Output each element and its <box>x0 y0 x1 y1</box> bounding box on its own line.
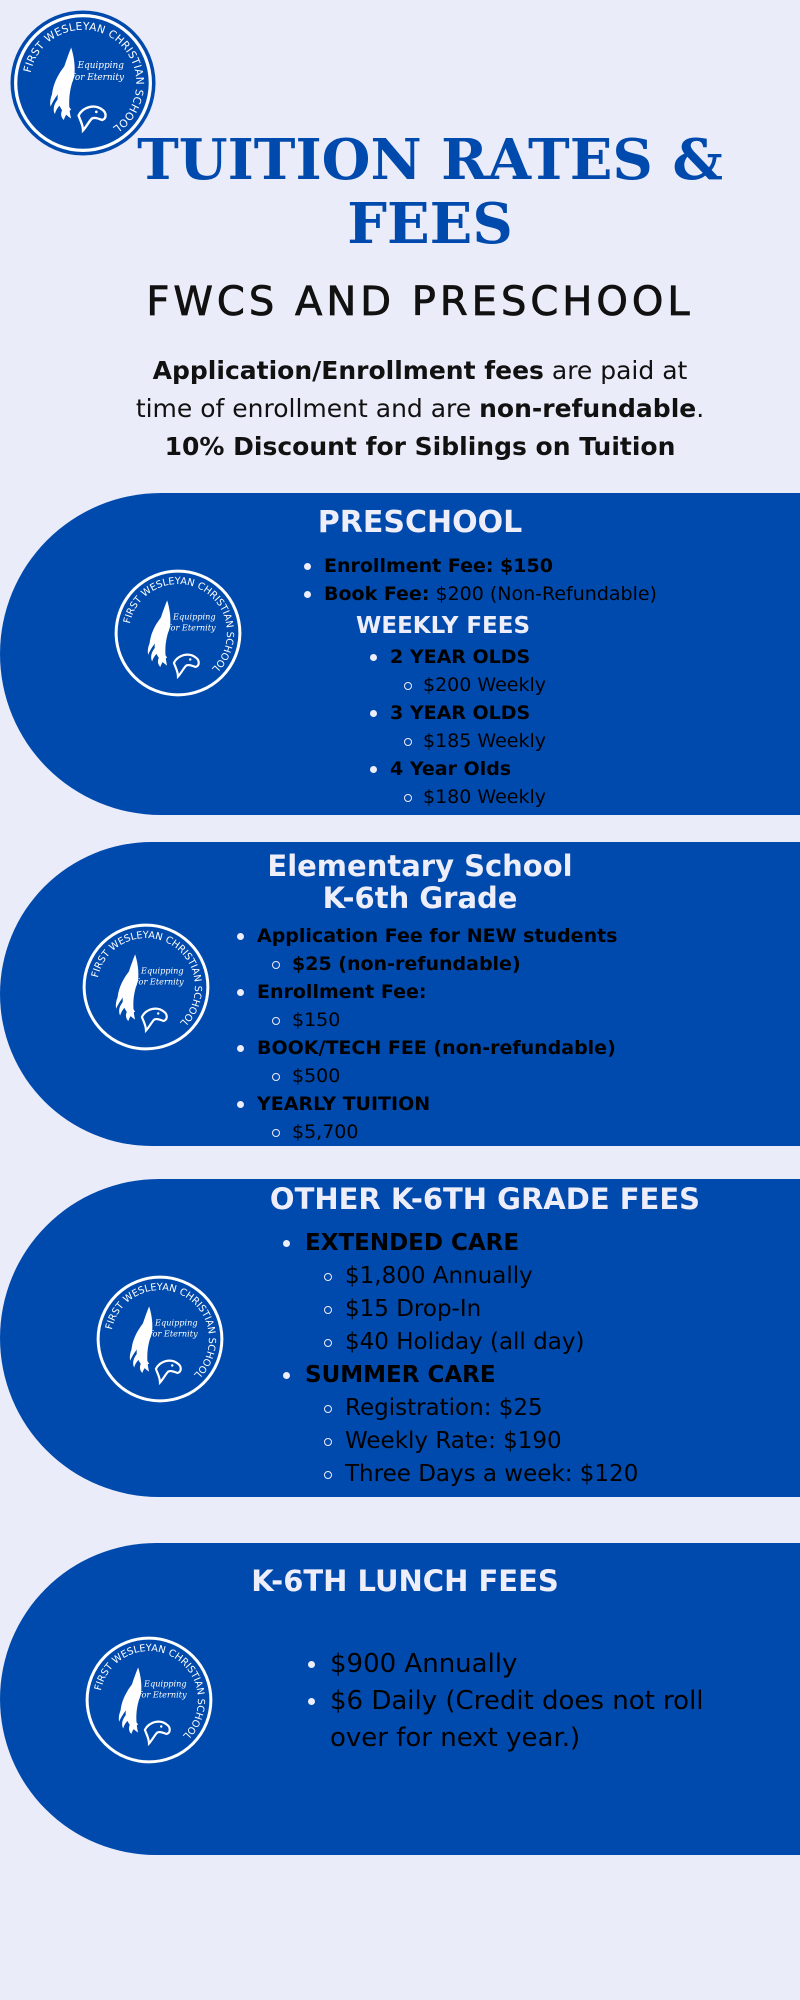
heading-line-2: K-6th Grade <box>322 881 518 915</box>
other-fees-panel <box>0 1179 800 1497</box>
group-label: SUMMER CARE <box>305 1359 638 1392</box>
lunch-fee-list <box>330 1646 730 1757</box>
section-heading: OTHER K-6TH GRADE FEES <box>269 1182 701 1216</box>
fee-label: YEARLY TUITION <box>257 1090 617 1118</box>
preschool-panel <box>0 493 800 815</box>
logo-tagline-1: Equipping <box>141 965 184 976</box>
fee-value: $5,700 <box>292 1118 617 1146</box>
fee-value: $150 <box>292 1006 617 1034</box>
logo-ring-text: FIRST WESLEYAN CHRISTIAN SCHOOL <box>122 576 236 675</box>
page-title <box>110 128 750 256</box>
intro-text: . <box>696 394 705 423</box>
title-line-1: TUITION RATES & <box>137 127 723 193</box>
fee-label: Enrollment Fee: <box>257 978 617 1006</box>
weekly-fees-heading: WEEKLY FEES <box>356 613 531 639</box>
book-fee-value: $200 (Non-Refundable) <box>429 583 657 605</box>
elementary-panel <box>0 842 800 1146</box>
lunch-fees-panel <box>0 1543 800 1855</box>
group-label: EXTENDED CARE <box>305 1227 638 1260</box>
group-value: $15 Drop-In <box>345 1293 638 1326</box>
logo-tagline-2: for Eternity <box>135 976 184 987</box>
logo-ring-text: FIRST WESLEYAN CHRISTIAN SCHOOL <box>20 19 147 136</box>
section-heading: PRESCHOOL <box>317 505 523 540</box>
book-fee <box>324 580 657 608</box>
logo-ring-text: FIRST WESLEYAN CHRISTIAN SCHOOL <box>93 1643 207 1742</box>
group-value: Weekly Rate: $190 <box>345 1425 638 1458</box>
logo-tagline-1: Equipping <box>173 611 216 622</box>
group-value: Three Days a week: $120 <box>345 1458 638 1491</box>
intro-bold-fees: Application/Enrollment fees <box>152 356 544 385</box>
group-value: Registration: $25 <box>345 1392 638 1425</box>
book-fee-label: Book Fee: <box>324 583 430 605</box>
elementary-fee-list <box>257 922 617 1146</box>
fee-value: $500 <box>292 1062 617 1090</box>
lunch-fee: $900 Annually <box>330 1646 730 1683</box>
age-group-rate: $180 Weekly <box>423 783 546 811</box>
school-logo <box>81 1632 217 1768</box>
intro-paragraph <box>80 352 760 466</box>
age-group-label: 4 Year Olds <box>390 755 546 783</box>
preschool-fee-list <box>324 552 657 608</box>
page-subtitle: FWCS AND PRESCHOOL <box>146 279 694 325</box>
logo-tagline-1: Equipping <box>155 1317 198 1328</box>
fee-value: $25 (non-refundable) <box>292 950 617 978</box>
logo-ring-text: FIRST WESLEYAN CHRISTIAN SCHOOL <box>90 930 204 1029</box>
intro-bold-nonrefundable: non-refundable <box>479 394 697 423</box>
heading-line-1: Elementary School <box>267 849 573 883</box>
sibling-discount: 10% Discount for Siblings on Tuition <box>164 432 676 461</box>
age-group-label: 2 YEAR OLDS <box>390 643 546 671</box>
logo-tagline-2: for Eternity <box>138 1689 187 1700</box>
fee-label: Application Fee for NEW students <box>257 922 617 950</box>
age-group-label: 3 YEAR OLDS <box>390 699 546 727</box>
logo-tagline-2: for Eternity <box>167 622 216 633</box>
enrollment-fee: Enrollment Fee: $150 <box>324 552 657 580</box>
school-logo <box>78 919 214 1055</box>
intro-text: time of enrollment and are <box>135 394 480 423</box>
intro-text: are paid at <box>543 356 688 385</box>
age-group-rate: $185 Weekly <box>423 727 546 755</box>
logo-ring-text: FIRST WESLEYAN CHRISTIAN SCHOOL <box>104 1282 218 1381</box>
fee-label: BOOK/TECH FEE (non-refundable) <box>257 1034 617 1062</box>
logo-tagline-2: for Eternity <box>149 1328 198 1339</box>
logo-tagline-2: for Eternity <box>71 73 124 84</box>
title-line-2: FEES <box>347 191 513 257</box>
age-group-rate: $200 Weekly <box>423 671 546 699</box>
section-heading: K-6TH LUNCH FEES <box>251 1564 559 1598</box>
group-value: $40 Holiday (all day) <box>345 1326 638 1359</box>
logo-tagline-1: Equipping <box>77 61 124 72</box>
section-heading <box>230 850 610 914</box>
lunch-fee: $6 Daily (Credit does not roll over for next year.) <box>330 1683 730 1757</box>
school-logo <box>92 1271 228 1407</box>
group-value: $1,800 Annually <box>345 1260 638 1293</box>
school-logo <box>110 565 246 701</box>
extended-care-list <box>305 1227 638 1491</box>
weekly-fee-list <box>390 643 546 811</box>
logo-tagline-1: Equipping <box>144 1678 187 1689</box>
